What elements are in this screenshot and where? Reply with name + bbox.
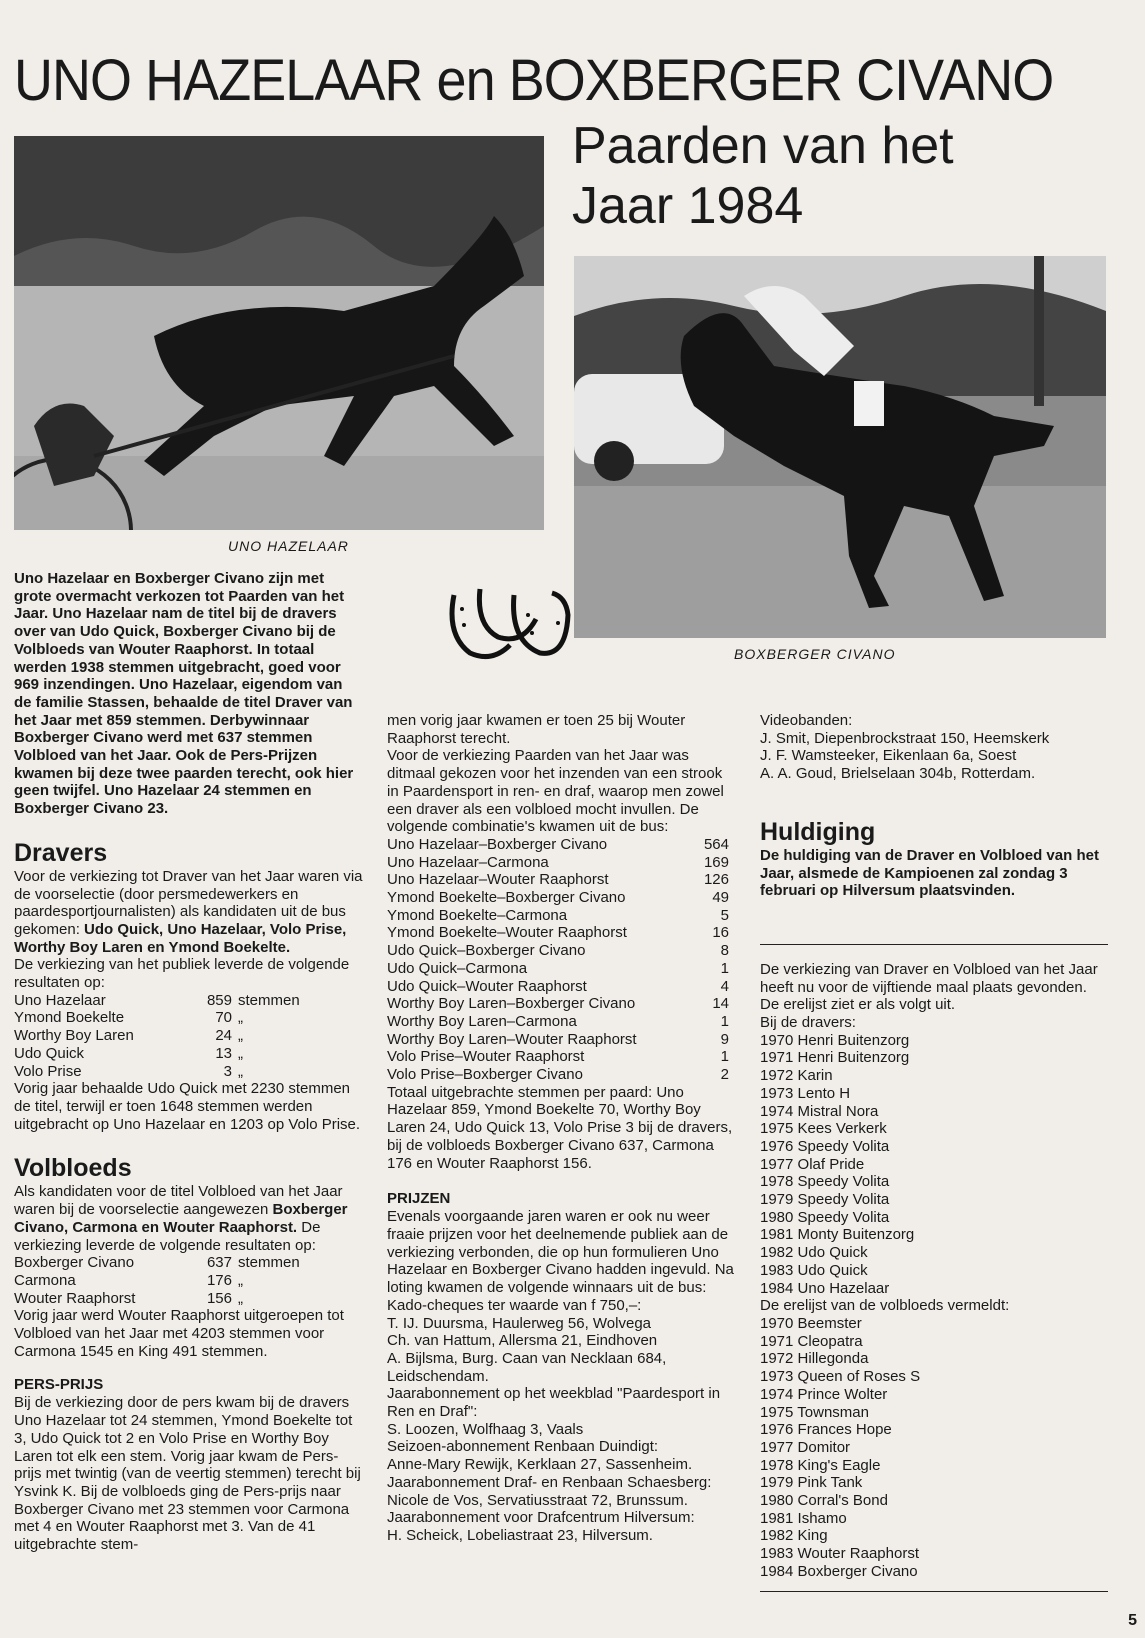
- prijzen-line: Jaarabonnement Draf- en Renbaan Schaesberg:: [387, 1473, 712, 1491]
- video-line: J. F. Wamsteeker, Eikenlaan 6a, Soest: [760, 747, 1017, 765]
- erelijst-item: 1977 Olaf Pride: [760, 1155, 865, 1173]
- column-right: [760, 712, 1108, 1592]
- column-left: [14, 570, 364, 1554]
- prijzen-line: A. Bijlsma, Burg. Caan van Necklaan 684, Leidschendam.: [387, 1349, 667, 1385]
- prijzen-line: Kado-cheques ter waarde van f 750,–:: [387, 1296, 642, 1314]
- erelijst-item: 1973 Queen of Roses S: [760, 1368, 921, 1386]
- erelijst-item: 1971 Cleopatra: [760, 1332, 863, 1350]
- page-number: 5: [1128, 1612, 1137, 1629]
- volbloeds-heading: Volbloeds: [14, 1154, 132, 1183]
- horseshoe-logo: [440, 575, 576, 663]
- dravers-paragraph-1: Voor de verkiezing tot Draver van het Jaar waren via de voorselectie (door persmedewerkers en paardesportjournalisten) als kandidaten uit de bus gekomen: Udo Quick, Uno Hazelaar, Volo Prise, Worthy Boy Laren en Ymond Boekelte.: [14, 867, 363, 956]
- video-line: J. Smit, Diepenbrockstraat 150, Heemskerk: [760, 729, 1050, 747]
- huldiging-paragraph: De huldiging van de Draver en Volbloed van het Jaar, alsmede de Kampioenen zal zondag 3 februari op Hilversum plaatsvinden.: [760, 846, 1099, 900]
- middle-paragraph-3: Totaal uitgebrachte stemmen per paard: Uno Hazelaar 859, Ymond Boekelte 70, Worthy Boy Laren 24, Udo Quick 13, Volo Prise 3 bij de dravers, bij de volbloeds Boxberger Civano 637, Carmona 176 en Wouter Raaphorst 156.: [387, 1083, 733, 1172]
- volbloeds-label: De erelijst van de volbloeds vermeldt:: [760, 1297, 1010, 1315]
- erelijst-item: 1972 Hillegonda: [760, 1350, 869, 1368]
- article-subtitle: Paarden van het Jaar 1984: [572, 117, 954, 235]
- dravers-paragraph-3: Vorig jaar behaalde Udo Quick met 2230 stemmen de titel, terwijl er toen 1648 stemmen werden uitgebracht op Uno Hazelaar en 1203 op Volo Prise.: [14, 1080, 361, 1133]
- erelijst-item: 1972 Karin: [760, 1067, 833, 1085]
- volbloeds-results-table: Boxberger Civano 637 stemmen Carmona 176 „ Wouter Raaphorst 156 „: [14, 1254, 300, 1307]
- erelijst-item: 1979 Speedy Volita: [760, 1191, 890, 1209]
- video-line: Videobanden:: [760, 712, 853, 729]
- huldiging-heading: Huldiging: [760, 817, 876, 846]
- divider-bottom: [760, 1591, 1108, 1592]
- volbloeds-paragraph-1: Als kandidaten voor de titel Volbloed van het Jaar waren bij de voorselectie aangewezen Boxberger Civano, Carmona en Wouter Raaphorst. De verkiezing leverde de volgende resultaten op:: [14, 1183, 348, 1254]
- middle-paragraph-1: men vorig jaar kwamen er toen 25 bij Wouter Raaphorst terecht.: [387, 712, 686, 747]
- erelijst-item: 1983 Udo Quick: [760, 1261, 868, 1279]
- erelijst-item: 1973 Lento H: [760, 1084, 851, 1102]
- dravers-results-table: Uno Hazelaar 859 stemmen Ymond Boekelte 70 „ Worthy Boy Laren 24 „ Udo Quick 13 „ Volo Prise 3 „: [14, 991, 300, 1080]
- pers-prijs-heading: PERS-PRIJS: [14, 1376, 104, 1394]
- erelijst-item: 1980 Corral's Bond: [760, 1492, 888, 1510]
- dravers-paragraph-2: De verkiezing van het publiek leverde de volgende resultaten op:: [14, 956, 350, 992]
- prijzen-heading: PRIJZEN: [387, 1190, 451, 1208]
- caption-boxberger-civano: BOXBERGER CIVANO: [734, 646, 896, 662]
- prijzen-line: Jaarabonnement op het weekblad "Paardesport in Ren en Draf":: [387, 1385, 721, 1421]
- prijzen-line: Anne-Mary Rewijk, Kerklaan 27, Sassenheim.: [387, 1456, 693, 1474]
- erelijst-item: 1980 Speedy Volita: [760, 1208, 890, 1226]
- erelijst-item: 1979 Pink Tank: [760, 1474, 863, 1492]
- erelijst-item: 1978 King's Eagle: [760, 1456, 881, 1474]
- prijzen-line: T. IJ. Duursma, Haulerweg 56, Wolvega: [387, 1314, 652, 1332]
- caption-uno-hazelaar: UNO HAZELAAR: [228, 538, 349, 554]
- video-line: A. A. Goud, Brielselaan 304b, Rotterdam.: [760, 765, 1036, 783]
- erelijst-item: 1974 Mistral Nora: [760, 1102, 879, 1120]
- erelijst-intro: De verkiezing van Draver en Volbloed van het Jaar heeft nu voor de vijftiende maal plaats gevonden. De erelijst ziet er als volgt uit.: [760, 960, 1098, 1014]
- combination-table: Uno Hazelaar–Boxberger Civano 564 Uno Hazelaar–Carmona 169 Uno Hazelaar–Wouter Raaphorst 126 Ymond Boekelte–Boxberger Civano 49 Ymond Boekelte–Carmona 5 Ymond Boekelte–Wouter Raaphorst 16 Udo Quick–Boxberger Civano 8 Udo Quick–Carmona 1 Udo Quick–Wouter Raaphorst 4 Worthy Boy Laren–Boxberger Civano 14 Worthy Boy Laren–Carmona 1 Worthy Boy Laren–Wouter Raaphorst 9 Volo Prise–Wouter Raaphorst 1 Volo Prise–Boxberger Civano 2: [387, 835, 729, 1084]
- erelijst-item: 1975 Townsman: [760, 1403, 869, 1421]
- prijzen-paragraph: Evenals voorgaande jaren waren er ook nu weer fraaie prijzen voor het deelnemende publiek aan de verkiezing verbonden, die op hun formulieren Uno Hazelaar en Boxberger Civano hadden ingevuld. Na loting kwamen de volgende winnaars uit de bus:: [387, 1208, 734, 1297]
- prijzen-line: H. Scheick, Lobeliastraat 23, Hilversum.: [387, 1526, 653, 1544]
- erelijst-item: 1976 Frances Hope: [760, 1421, 892, 1439]
- photo-uno-hazelaar: [14, 136, 544, 530]
- prijzen-line: Seizoen-abonnement Renbaan Duindigt:: [387, 1438, 659, 1456]
- erelijst-item: 1984 Boxberger Civano: [760, 1562, 918, 1580]
- intro-paragraph: Uno Hazelaar en Boxberger Civano zijn met grote overmacht verkozen tot Paarden van het Jaar. Uno Hazelaar nam de titel bij de dravers over van Udo Quick, Boxberger Civano bij de Volbloeds van Wouter Raaphorst. In totaal werden 1938 stemmen uitgebracht, goed voor 969 inzendingen. Uno Hazelaar, eigendom van de familie Stassen, behaalde de titel Draver van het Jaar met 859 stemmen. Derbywinnaar Boxberger Civano werd met 637 stemmen Volbloed van het Jaar. Ook de Pers-Prijzen kwamen bij deze twee paarden terecht, ook hier geen twijfel. Uno Hazelaar 24 stemmen en Boxberger Civano 23.: [14, 570, 354, 818]
- prijzen-line: Nicole de Vos, Servatiusstraat 72, Brunssum.: [387, 1491, 688, 1509]
- volbloeds-paragraph-2: Vorig jaar werd Wouter Raaphorst uitgeroepen tot Volbloed van het Jaar met 4203 stemmen voor Carmona 1545 en King 491 stemmen.: [14, 1307, 344, 1360]
- erelijst-item: 1977 Domitor: [760, 1438, 851, 1456]
- erelijst-item: 1984 Uno Hazelaar: [760, 1279, 890, 1297]
- pers-prijs-paragraph: Bij de verkiezing door de pers kwam bij de dravers Uno Hazelaar tot 24 stemmen, Ymond Boekelte tot 3, Udo Quick tot 2 en Volo Prise en Worthy Boy Laren tot elk een stem. Vorig jaar kwam de Pers-prijs met twintig (van de veertig stemmen) terecht bij Ysvink K. Bij de volbloeds ging de Pers-prijs naar Boxberger Civano met 23 stemmen voor Carmona met 4 en Wouter Raaphorst met 3. Van de 41 uitgebrachte stem-: [14, 1394, 361, 1554]
- photo-boxberger-civano: [574, 256, 1106, 638]
- erelijst-item: 1970 Beemster: [760, 1314, 862, 1332]
- divider: [760, 944, 1108, 945]
- erelijst-item: 1981 Ishamo: [760, 1509, 847, 1527]
- erelijst-item: 1983 Wouter Raaphorst: [760, 1545, 919, 1563]
- erelijst-item: 1975 Kees Verkerk: [760, 1120, 887, 1138]
- erelijst-item: 1976 Speedy Volita: [760, 1137, 890, 1155]
- middle-paragraph-2: Voor de verkiezing Paarden van het Jaar was ditmaal gekozen voor het inzenden van een strook in Paardensport in ren- en draf, waarop men zowel een draver als een volbloed mocht invullen. De volgende combinatie's kwamen uit de bus:: [387, 747, 724, 836]
- erelijst-item: 1978 Speedy Volita: [760, 1173, 890, 1191]
- erelijst-item: 1970 Henri Buitenzorg: [760, 1031, 910, 1049]
- erelijst-item: 1974 Prince Wolter: [760, 1385, 888, 1403]
- article-title: UNO HAZELAAR en BOXBERGER CIVANO: [14, 48, 1054, 113]
- prijzen-line: Ch. van Hattum, Allersma 21, Eindhoven: [387, 1332, 658, 1350]
- column-middle: [387, 712, 735, 1545]
- erelijst-item: 1981 Monty Buitenzorg: [760, 1226, 915, 1244]
- dravers-label: Bij de dravers:: [760, 1014, 856, 1032]
- prijzen-line: Jaarabonnement voor Drafcentrum Hilversum:: [387, 1509, 695, 1527]
- erelijst-item: 1982 King: [760, 1527, 828, 1545]
- erelijst-item: 1982 Udo Quick: [760, 1244, 868, 1262]
- dravers-heading: Dravers: [14, 838, 108, 867]
- erelijst-item: 1971 Henri Buitenzorg: [760, 1049, 910, 1067]
- prijzen-line: S. Loozen, Wolfhaag 3, Vaals: [387, 1420, 584, 1438]
